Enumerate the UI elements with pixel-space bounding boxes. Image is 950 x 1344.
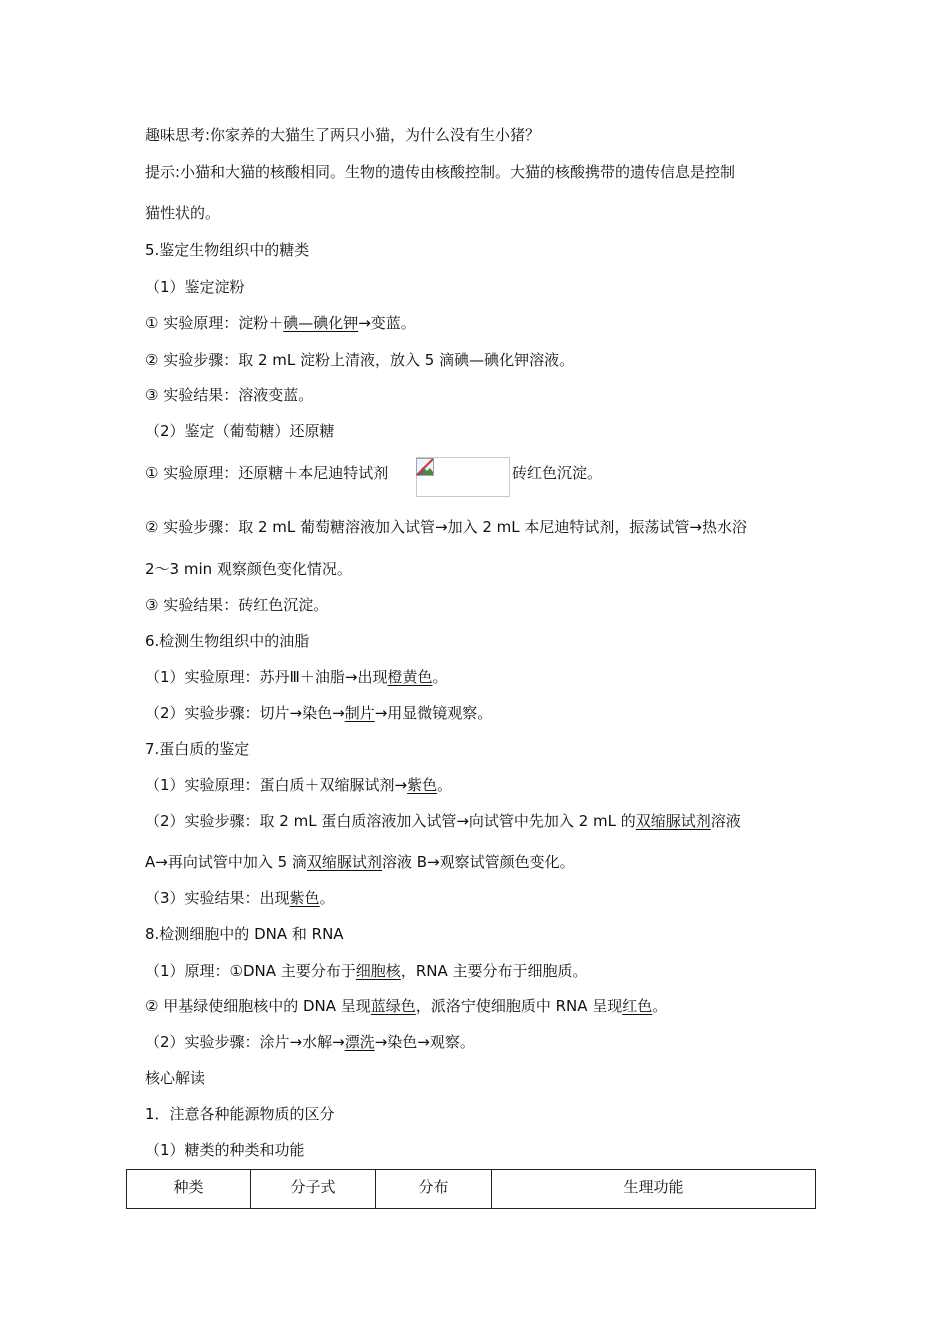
text-line xyxy=(145,385,313,405)
text-segment: 1．注意各种能源物质的区分 xyxy=(145,1105,335,1123)
text-segment: ② 甲基绿使细胞核中的 DNA 呈现 xyxy=(145,997,371,1015)
text-segment: 核心解读 xyxy=(145,1069,206,1087)
text-line xyxy=(145,277,245,297)
text-segment: →染色→观察。 xyxy=(374,1033,475,1051)
underlined-answer: 双缩脲试剂 xyxy=(635,812,711,830)
underlined-answer: 双缩脲试剂 xyxy=(306,853,382,871)
text-segment: ③ 实验结果：溶液变蓝。 xyxy=(145,386,314,404)
text-line xyxy=(145,667,448,687)
text-segment: （1）原理：①DNA 主要分布于 xyxy=(145,962,356,980)
text-line xyxy=(145,811,741,831)
underlined-answer: 碘—碘化钾 xyxy=(283,314,359,332)
text-segment: 砖红色沉淀。 xyxy=(512,464,603,482)
text-segment: （1）实验原理：苏丹Ⅲ＋油脂→出现 xyxy=(145,668,388,686)
underlined-answer: 漂洗 xyxy=(344,1033,375,1051)
text-segment: ② 实验步骤：取 2 mL 葡萄糖溶液加入试管→加入 2 mL 本尼迪特试剂，振荡试管→热水浴 xyxy=(145,518,747,536)
text-segment: （1）实验原理：蛋白质＋双缩脲试剂→ xyxy=(145,776,408,794)
sugar-types-table xyxy=(126,1169,816,1209)
text-line xyxy=(145,313,416,333)
text-segment: 溶液 xyxy=(710,812,741,830)
text-line xyxy=(145,775,452,795)
text-line xyxy=(145,739,249,759)
text-line xyxy=(145,1140,305,1160)
text-line xyxy=(512,463,602,483)
underlined-answer: 细胞核 xyxy=(355,962,401,980)
text-line xyxy=(145,595,328,615)
text-line xyxy=(145,240,309,260)
text-line xyxy=(145,1068,205,1088)
text-segment: →变蓝。 xyxy=(358,314,416,332)
text-line xyxy=(145,421,335,441)
text-line xyxy=(145,125,540,145)
text-segment: 8.检测细胞中的 DNA 和 RNA xyxy=(145,925,344,943)
text-segment: （3）实验结果：出现 xyxy=(145,889,290,907)
text-line xyxy=(145,996,667,1016)
text-line xyxy=(145,888,335,908)
text-line xyxy=(145,1104,335,1124)
table-header-row xyxy=(127,1170,816,1209)
text-segment: ，RNA 主要分布于细胞质。 xyxy=(400,962,588,980)
text-line xyxy=(145,924,344,944)
table-header-cell: 生理功能 xyxy=(492,1170,816,1209)
text-line xyxy=(145,961,588,981)
text-segment: （2）实验步骤：切片→染色→ xyxy=(145,704,345,722)
underlined-answer: 制片 xyxy=(344,704,375,722)
text-line xyxy=(145,517,747,537)
text-segment: （2）实验步骤：取 2 mL 蛋白质溶液加入试管→向试管中先加入 2 mL 的 xyxy=(145,812,636,830)
text-segment: ① 实验原理：淀粉＋ xyxy=(145,314,284,332)
underlined-answer: 紫色 xyxy=(407,776,438,794)
text-segment: 2～3 min 观察颜色变化情况。 xyxy=(145,560,352,578)
text-segment: 猫性状的。 xyxy=(145,204,221,222)
text-segment: 。 xyxy=(652,997,668,1015)
text-segment: 趣味思考:你家养的大猫生了两只小猫，为什么没有生小猪？ xyxy=(145,126,541,144)
text-segment: （2）鉴定（葡萄糖）还原糖 xyxy=(145,422,335,440)
text-segment: 。 xyxy=(437,776,453,794)
text-segment: 5.鉴定生物组织中的糖类 xyxy=(145,241,310,259)
text-segment: ③ 实验结果：砖红色沉淀。 xyxy=(145,596,329,614)
text-line xyxy=(145,1032,475,1052)
text-line xyxy=(145,463,388,483)
text-segment: ② 实验步骤：取 2 mL 淀粉上清液，放入 5 滴碘—碘化钾溶液。 xyxy=(145,351,575,369)
text-segment: 7.蛋白质的鉴定 xyxy=(145,740,250,758)
text-line xyxy=(145,852,575,872)
text-segment: →用显微镜观察。 xyxy=(374,704,493,722)
text-segment: （2）实验步骤：涂片→水解→ xyxy=(145,1033,345,1051)
text-line xyxy=(145,162,735,182)
text-segment: ① 实验原理：还原糖＋本尼迪特试剂 xyxy=(145,464,389,482)
text-segment: 溶液 B→观察试管颜色变化。 xyxy=(381,853,575,871)
text-line xyxy=(145,350,574,370)
text-line xyxy=(145,203,220,223)
underlined-answer: 橙黄色 xyxy=(387,668,433,686)
text-segment: （1）鉴定淀粉 xyxy=(145,278,245,296)
text-line xyxy=(145,703,492,723)
table-header-cell: 分子式 xyxy=(251,1170,376,1209)
text-segment: （1）糖类的种类和功能 xyxy=(145,1141,305,1159)
text-segment: 。 xyxy=(432,668,448,686)
text-line xyxy=(145,631,309,651)
underlined-answer: 蓝绿色 xyxy=(370,997,416,1015)
text-segment: ，派洛宁使细胞质中 RNA 呈现 xyxy=(415,997,623,1015)
table-header-cell: 分布 xyxy=(376,1170,492,1209)
table-header-cell: 种类 xyxy=(127,1170,251,1209)
underlined-answer: 紫色 xyxy=(289,889,320,907)
text-segment: 。 xyxy=(319,889,335,907)
text-segment: 提示:小猫和大猫的核酸相同。生物的遗传由核酸控制。大猫的核酸携带的遗传信息是控制 xyxy=(145,163,736,181)
text-segment: 6.检测生物组织中的油脂 xyxy=(145,632,310,650)
text-segment: A→再向试管中加入 5 滴 xyxy=(145,853,307,871)
text-line xyxy=(145,559,352,579)
underlined-answer: 红色 xyxy=(622,997,653,1015)
broken-image-icon xyxy=(416,458,434,476)
